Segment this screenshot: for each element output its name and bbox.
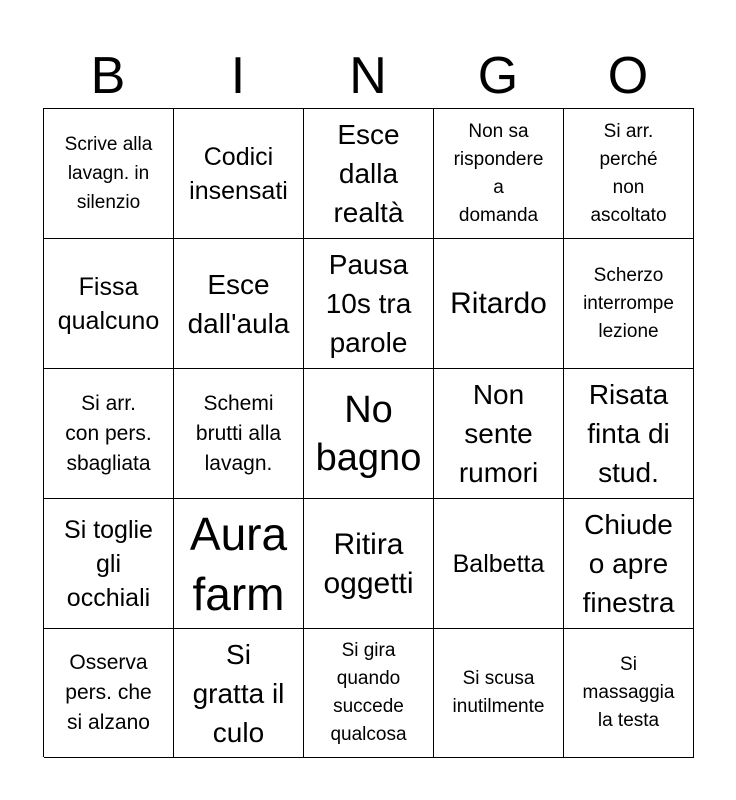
bingo-cell[interactable] xyxy=(174,239,304,369)
header-letter-o: O xyxy=(607,47,649,105)
cell-text: Si arr. con pers. sbagliata xyxy=(65,391,152,475)
cell-text: Esce dall'aula xyxy=(187,268,290,339)
cell-text: Codici insensati xyxy=(189,142,288,205)
bingo-cell[interactable] xyxy=(564,369,694,499)
bingo-cell[interactable] xyxy=(434,629,564,758)
cell-text: Non sa rispondere a domanda xyxy=(453,120,544,226)
bingo-header xyxy=(43,44,693,108)
cell-text: Balbetta xyxy=(452,549,545,578)
bingo-cell[interactable] xyxy=(304,499,434,629)
bingo-cell[interactable] xyxy=(304,109,434,239)
bingo-cell[interactable] xyxy=(174,499,304,629)
cell-text: Si toglie gli occhiali xyxy=(64,515,153,612)
cell-text: Chiude o apre finestra xyxy=(582,509,675,618)
bingo-cell[interactable] xyxy=(564,239,694,369)
bingo-cell[interactable] xyxy=(44,369,174,499)
header-letter-i: I xyxy=(230,47,246,105)
bingo-cell[interactable] xyxy=(304,629,434,758)
cell-text: Scherzo interrompe lezione xyxy=(583,264,674,342)
cell-text: Ritira oggetti xyxy=(323,527,414,600)
cell-text: Non sente rumori xyxy=(458,379,539,488)
bingo-cell[interactable] xyxy=(44,629,174,758)
bingo-cell[interactable] xyxy=(564,499,694,629)
cell-text: Risata finta di stud. xyxy=(587,379,670,488)
cell-text: Scrive alla lavagn. in silenzio xyxy=(64,134,153,213)
cell-text: Schemi brutti alla lavagn. xyxy=(195,391,282,475)
cell-text: Si gratta il culo xyxy=(192,638,285,748)
cell-text: Si arr. perché non ascoltato xyxy=(590,120,667,226)
header-letter-b: B xyxy=(90,47,126,105)
bingo-cell[interactable] xyxy=(434,239,564,369)
cell-text: Si gira quando succede qualcosa xyxy=(330,640,407,745)
bingo-cell[interactable] xyxy=(304,369,434,499)
bingo-cell[interactable] xyxy=(304,239,434,369)
bingo-cell[interactable] xyxy=(174,369,304,499)
cell-text: Si scusa inutilmente xyxy=(452,668,545,717)
bingo-cell[interactable] xyxy=(174,109,304,239)
bingo-cell[interactable] xyxy=(44,109,174,239)
bingo-cell[interactable] xyxy=(174,629,304,758)
bingo-cell[interactable] xyxy=(434,369,564,499)
cell-text: Pausa 10s tra parole xyxy=(325,249,412,358)
cell-text: Si massaggia la testa xyxy=(582,654,675,731)
cell-text: Osserva pers. che si alzano xyxy=(65,651,152,734)
cell-text: No bagno xyxy=(315,388,422,479)
cell-text: Aura farm xyxy=(189,507,288,620)
bingo-cell[interactable] xyxy=(44,499,174,629)
cell-text: Ritardo xyxy=(450,287,547,320)
bingo-cell[interactable] xyxy=(44,239,174,369)
bingo-cell[interactable] xyxy=(564,629,694,758)
header-letter-n: N xyxy=(349,47,387,105)
bingo-cell[interactable] xyxy=(434,109,564,239)
bingo-cell[interactable] xyxy=(564,109,694,239)
bingo-board xyxy=(43,108,694,757)
cell-text: Esce dalla realtà xyxy=(333,119,404,228)
bingo-cell[interactable] xyxy=(434,499,564,629)
header-letter-g: G xyxy=(477,47,519,105)
cell-text: Fissa qualcuno xyxy=(57,272,160,335)
